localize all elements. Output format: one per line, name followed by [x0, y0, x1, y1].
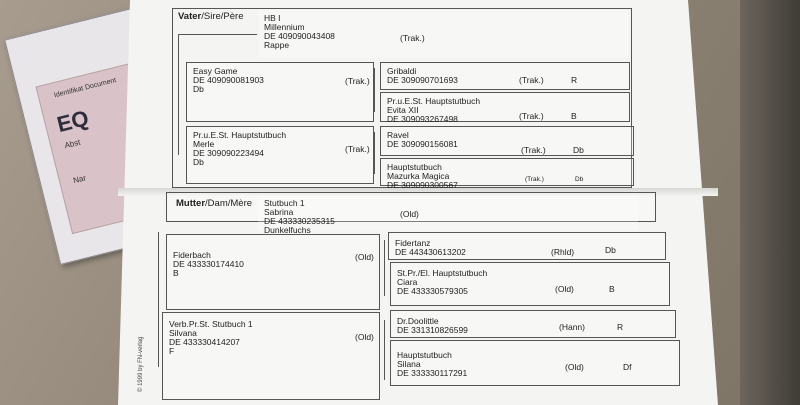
dam-mm-box: Hauptstutbuch Silana DE 333330117291 (Old) Df: [390, 340, 680, 386]
dam-mother-box: Verb.Pr.St. Stutbuch 1 Silvana DE 433330414207 F (Old): [162, 312, 380, 400]
sire-father-branch: [374, 68, 375, 112]
dark-object-edge: [740, 0, 800, 405]
passport-name-text: Nar: [72, 173, 87, 186]
sire-main-box: HB I Millennium DE 409090043408 Rappe (Trak.): [258, 10, 628, 58]
dam-father-branch: [384, 240, 385, 296]
sire-mother-branch: [374, 132, 375, 174]
passport-sub-text: Abst: [63, 137, 82, 151]
sire-ff-box: Gribaldi DE 309090701693 (Trak.) R: [380, 62, 630, 90]
sire-father-box: Easy Game DE 409090081903 Db (Trak.): [186, 62, 374, 122]
dam-main-box: Stutbuch 1 Sabrina DE 433330235315 Dunkelfuchs (Old): [258, 196, 638, 230]
sire-fm-box: Pr.u.E.St. Hauptstutbuch Evita XII DE 309093267498 (Trak.) B: [380, 92, 630, 122]
sire-mm-box: Hauptstutbuch Mazurka Magica DE 309090300567 (Trak.) Db: [380, 158, 634, 186]
passport-big-text: EQ: [54, 105, 92, 138]
sire-mother-box: Pr.u.E.St. Hauptstutbuch Merle DE 309090223494 Db (Trak.): [186, 126, 374, 184]
dam-ff-box: Fidertanz DE 443430613202 (Rhld) Db: [388, 232, 666, 260]
sire-breed-code: (Trak.): [400, 33, 425, 43]
dam-mf-box: Dr.Doolittle DE 331310826599 (Hann) R: [390, 310, 676, 338]
dam-father-box: Fiderbach DE 433330174410 B (Old): [166, 234, 380, 310]
passport-small-text: Identifikat Document: [53, 77, 118, 100]
dam-breed-code: (Old): [400, 209, 419, 219]
dam-fm-box: St.Pr./El. Hauptstutbuch Ciara DE 433330579305 (Old) B: [390, 262, 670, 306]
dam-mother-branch: [384, 320, 385, 380]
dam-connector: [158, 232, 159, 367]
dam-heading: Mutter/Dam/Mère: [176, 198, 253, 209]
sire-heading: Vater/Sire/Père: [178, 11, 244, 22]
copyright-note: © 1999 by FN-verlag: [138, 336, 144, 392]
sire-mf-box: Ravel DE 309090156081 (Trak.) Db: [380, 126, 634, 156]
